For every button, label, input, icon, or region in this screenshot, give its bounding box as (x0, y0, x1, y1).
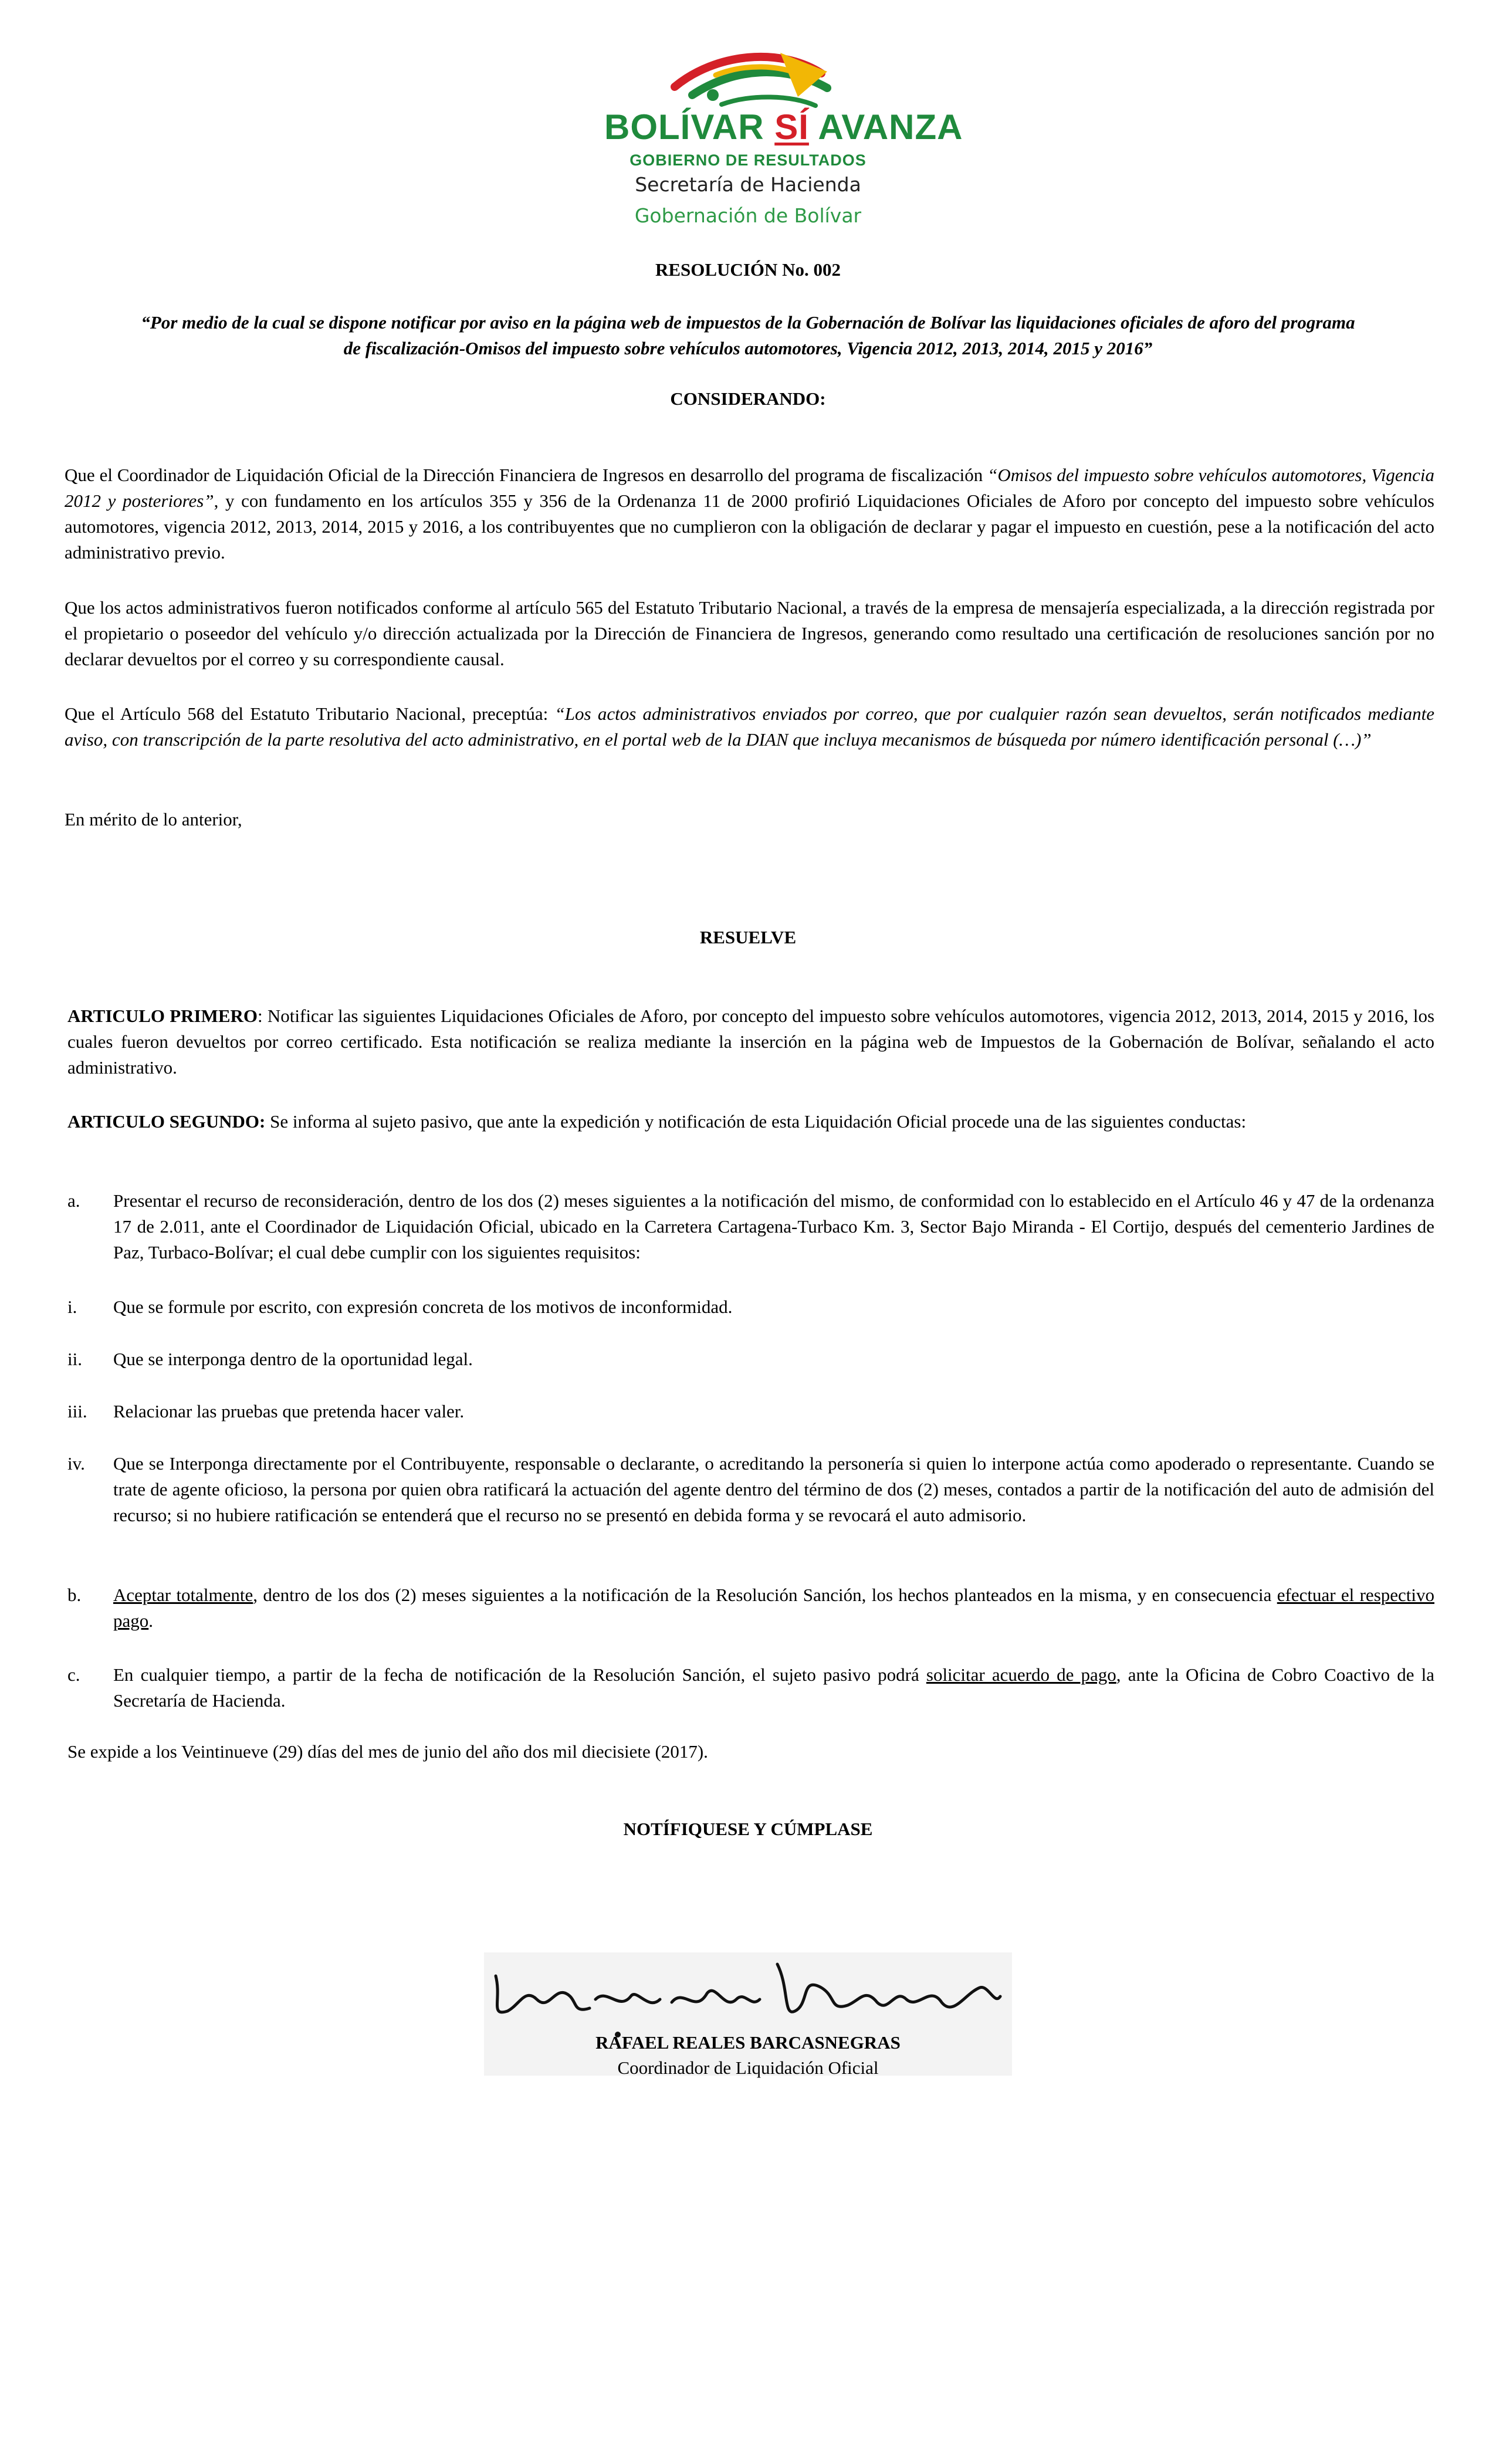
articulo-primero (67, 1003, 1434, 1081)
list-marker: iv. (67, 1453, 85, 1474)
logo-swoosh-icon (604, 41, 892, 111)
articulo-segundo-text: Se informa al sujeto pasivo, que ante la expedición y notificación de esta Liquidación Oficial procede una de las siguientes conductas: (265, 1111, 1247, 1132)
logo-tagline: GOBIERNO DE RESULTADOS (629, 151, 867, 169)
list-item-text: Presentar el recurso de reconsideración, dentro de los dos (2) meses siguientes a la notificación del mismo, de conformidad con lo establecido en el Artículo 46 y 47 de la ordenanza 17 de 2.011, ante el Coordinador de Liquidación Oficial, ubicado en la Carretera Cartagena-Turbaco Km. 3, Sector Bajo Miranda - El Cortijo, después del cementerio Jardines de Paz, Turbaco-Bolívar; el cual debe cumplir con los siguientes requisitos: (113, 1190, 1434, 1263)
paragraph-1-text-c: , y con fundamento en los artículos 355 y 356 de la Ordenanza 11 de 2000 profirió Liquidaciones Oficiales de Aforo por concepto del impuesto sobre vehículos automotores, vigencia 2012, 2013, 2014, 2015 y 2016, a los contribuyentes que no cumplieron con la obligación de declarar y pagar el impuesto en cuestión, pese a la notificación del acto administrativo previo. (65, 490, 1434, 563)
list-item-a (67, 1188, 1434, 1265)
articulo-primero-text: : Notificar las siguientes Liquidaciones Oficiales de Aforo, por concepto del impuesto sobre vehículos automotores, vigencia 2012, 2013, 2014, 2015 y 2016, los cuales fueron devueltos por correo certificado. Esta notificación se realiza mediante la inserción en la página web de Impuestos de la Gobernación de Bolívar, señalando el acto administrativo. (67, 1006, 1435, 1078)
list-item-text: Que se interponga dentro de la oportunidad legal. (113, 1349, 473, 1369)
list-item-b (67, 1582, 1434, 1634)
list-item-text (113, 1662, 1434, 1714)
gobernacion-label: Gobernación de Bolívar (634, 204, 862, 227)
list-item-text-part: . (148, 1610, 154, 1631)
paragraph-3 (65, 701, 1434, 753)
list-item-iv (67, 1451, 1434, 1528)
notifiquese-heading: NOTÍFIQUESE Y CÚMPLASE (623, 1819, 873, 1839)
resolution-subtitle: “Por medio de la cual se dispone notificar por aviso en la página web de impuestos de la Gobernación de Bolívar las liquidaciones oficiales de aforo del programa de fiscalización-Omisos del impuesto sobre vehículos automotores, Vigencia 2012, 2013, 2014, 2015 y 2016” (141, 312, 1355, 358)
logo-wordmark (604, 107, 963, 147)
bolivar-logo (604, 41, 963, 176)
underlined-phrase: efectuar el respectivo pago (113, 1585, 1435, 1631)
list-item-text-part: , dentro de los dos (2) meses siguientes a la notificación de la Resolución Sanción, los hechos planteados en la misma, y en consecuencia (253, 1585, 1277, 1605)
paragraph-4: En mérito de lo anterior, (65, 809, 242, 830)
paragraph-1-text-a: Que el Coordinador de Liquidación Oficial de la Dirección Financiera de Ingresos en desarrollo del programa de fiscalización (65, 465, 988, 485)
secretaria-label: Secretaría de Hacienda (635, 173, 861, 196)
list-item-text: Relacionar las pruebas que pretenda hacer valer. (113, 1401, 465, 1421)
list-marker: iii. (67, 1401, 87, 1421)
articulo-primero-label: ARTICULO PRIMERO (67, 1006, 258, 1026)
list-item-text: Que se Interponga directamente por el Contribuyente, responsable o declarante, o acreditando la personería si quien lo interpone actúa como apoderado o representante. Cuando se trate de agente oficioso, la persona por quien obra ratificará la actuación del agente dentro del término de dos (2) meses, contados a partir de la notificación del auto de admisión del recurso; si no hubiere ratificación se entenderá que el recurso no se presentó en debida forma y se revocará el auto admisorio. (113, 1453, 1434, 1525)
list-marker: i. (67, 1297, 77, 1317)
handwritten-signature-icon (484, 1952, 1012, 2040)
paragraph-3-quote: “Los actos administrativos enviados por correo, que por cualquier razón sean devueltos, serán notificados mediante aviso, con transcripción de la parte resolutiva del acto administrativo, en el portal web de la DIAN que incluya mecanismos de búsqueda por número identificación personal (…)” (65, 703, 1434, 750)
paragraph-3-text-a: Que el Artículo 568 del Estatuto Tributario Nacional, preceptúa: (65, 703, 555, 724)
list-marker: c. (67, 1664, 80, 1685)
list-marker: a. (67, 1190, 80, 1211)
underlined-phrase: solicitar acuerdo de pago (926, 1664, 1116, 1685)
list-item-i (67, 1294, 1434, 1320)
logo-word-si: SÍ (774, 107, 809, 147)
logo-word-bolivar: BOLÍVAR (604, 107, 764, 147)
list-item-text (113, 1582, 1434, 1634)
list-item-iii (67, 1399, 1434, 1424)
resolution-title: RESOLUCIÓN No. 002 (655, 259, 841, 280)
signatory-role: Coordinador de Liquidación Oficial (617, 2057, 879, 2078)
paragraph-2: Que los actos administrativos fueron notificados conforme al artículo 565 del Estatuto Tributario Nacional, a través de la empresa de mensajería especializada, a la dirección registrada por el propietario o poseedor del vehículo y/o dirección actualizada por la Dirección de Financiera de Ingresos, generando como resultado una certificación de resoluciones sanción por no declarar devueltos por el correo y su correspondiente causal. (65, 597, 1434, 669)
issue-date-statement: Se expide a los Veintinueve (29) días del mes de junio del año dos mil diecisiete (2017). (67, 1741, 708, 1762)
signatory-name: RAFAEL REALES BARCASNEGRAS (595, 2032, 901, 2053)
resuelve-heading: RESUELVE (699, 927, 797, 947)
paragraph-1 (65, 462, 1434, 566)
list-item-text-part: En cualquier tiempo, a partir de la fecha de notificación de la Resolución Sanción, el sujeto pasivo podrá (113, 1664, 926, 1685)
underlined-phrase: Aceptar totalmente (113, 1585, 253, 1605)
articulo-segundo (67, 1109, 1434, 1135)
list-item-text: Que se formule por escrito, con expresión concreta de los motivos de inconformidad. (113, 1297, 733, 1317)
paragraph-1-quote: “Omisos del impuesto sobre vehículos automotores, Vigencia 2012 y posteriores” (65, 465, 1434, 511)
articulo-segundo-label: ARTICULO SEGUNDO: (67, 1111, 266, 1132)
considerando-heading: CONSIDERANDO: (670, 388, 826, 409)
list-marker: b. (67, 1585, 82, 1605)
list-item-text-part: , ante la Oficina de Cobro Coactivo de la Secretaría de Hacienda. (113, 1664, 1434, 1711)
list-item-c (67, 1662, 1434, 1714)
list-marker: ii. (67, 1349, 82, 1369)
list-item-ii (67, 1346, 1434, 1372)
logo-word-avanza: AVANZA (818, 107, 963, 147)
